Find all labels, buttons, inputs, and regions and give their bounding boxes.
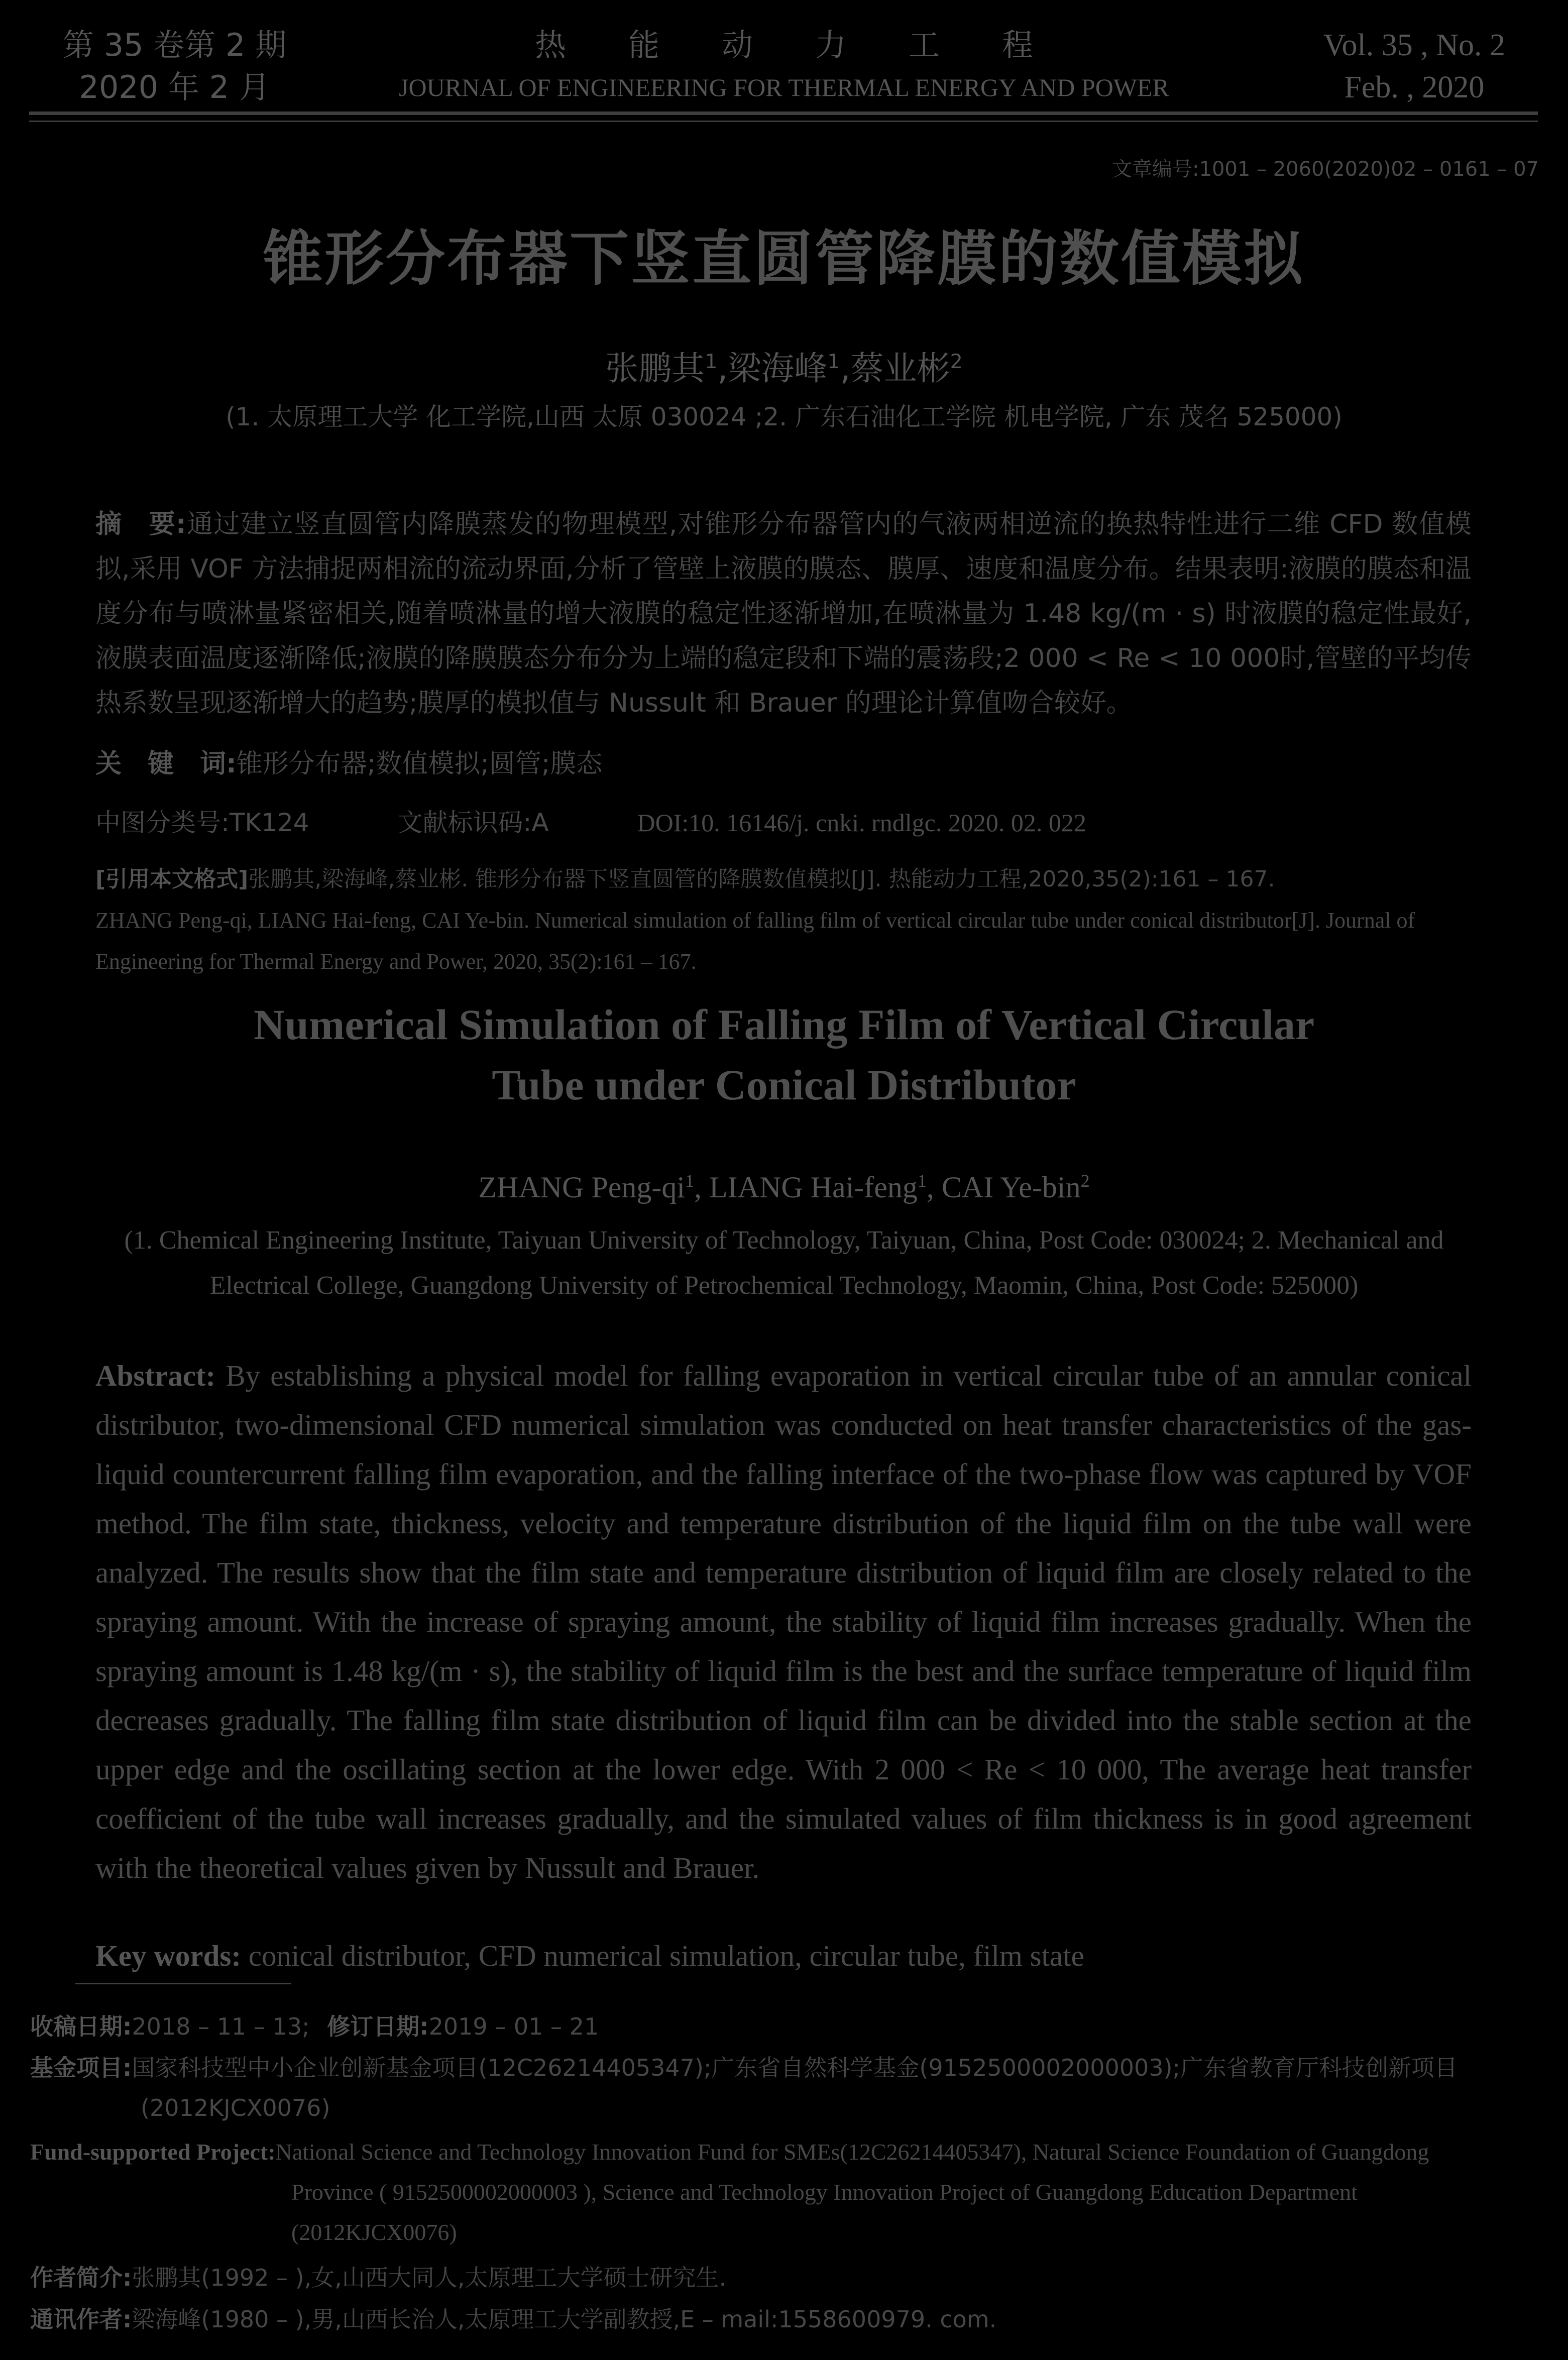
journal-name-en: JOURNAL OF ENGINEERING FOR THERMAL ENERGY AND POWER xyxy=(399,73,1169,101)
abstract-en-label: Abstract: xyxy=(95,1359,216,1392)
volume-issue-zh: 第 35 卷第 2 期 xyxy=(63,27,287,63)
received-label: 收稿日期: xyxy=(30,2013,132,2040)
author-1-en-sup: 1 xyxy=(685,1171,695,1191)
author-3-en-sup: 2 xyxy=(1080,1171,1090,1191)
title-en xyxy=(0,994,1568,1115)
fund-zh-label: 基金项目: xyxy=(30,2054,132,2081)
title-zh: 锥形分布器下竖直圆管降膜的数值模拟 xyxy=(263,224,1305,293)
keywords-zh-label: 关 键 词: xyxy=(95,749,237,779)
affiliations-zh: (1. 太原理工大学 化工学院,山西 太原 030024 ;2. 广东石油化工学院 机电学院, 广东 茂名 525000) xyxy=(226,402,1342,431)
journal-issue-zh xyxy=(63,24,286,108)
date-zh: 2020 年 2 月 xyxy=(79,69,270,105)
footnote-dates xyxy=(30,2006,1538,2047)
title-en-line-2: Tube under Conical Distributor xyxy=(492,1061,1076,1109)
citation-zh: 张鹏其,梁海峰,蔡业彬. 锥形分布器下竖直圆管的降膜数值模拟[J]. 热能动力工程,2020,35(2):161 – 167. xyxy=(248,866,1275,892)
keywords-en xyxy=(95,1939,1472,1973)
journal-name-zh: 热 能 动 力 工 程 xyxy=(534,27,1033,63)
author-1-en: ZHANG Peng-qi xyxy=(478,1171,686,1204)
doi: DOI:10. 16146/j. cnki. rndlgc. 2020. 02. 022 xyxy=(637,809,1086,837)
abstract-en-text: By establishing a physical model for falling evaporation in vertical circular tube of an annular conical distributor, two-dimensional CFD numerical simulation was conducted on heat transfer characteristics of the gas-liquid countercurrent falling film evaporation, and the falling interface of the two-phase flow was captured by VOF method. The film state, thickness, velocity and temperature distribution of the liquid film on the tube wall were analyzed. The results show that the film state and temperature distribution of liquid film are closely related to the spraying amount. With the increase of spraying amount, the stability of liquid film increases gradually. When the spraying amount is 1.48 kg/(m · s), the stability of liquid film is the best and the surface temperature of liquid film decreases gradually. The falling film state distribution of liquid film can be divided into the stable section at the upper edge and the oscillating section at the lower edge. With 2 000 < Re < 10 000, The average heat transfer coefficient of the tube wall increases gradually, and the simulated values of film thickness is in good agreement with the theoretical values given by Nussult and Brauer. xyxy=(95,1359,1472,1884)
keywords-zh xyxy=(95,742,1472,780)
citation-block xyxy=(95,859,1472,982)
authors-zh xyxy=(0,342,1568,389)
document-code: 文献标识码:A xyxy=(397,808,549,837)
author-2-zh: ,梁海峰 xyxy=(717,349,828,388)
journal-name xyxy=(301,24,1267,108)
author-1-zh: 张鹏其 xyxy=(605,349,705,388)
author-2-en: , LIANG Hai-feng xyxy=(694,1171,918,1204)
title-en-line-1: Numerical Simulation of Falling Film of Vertical Circular xyxy=(253,1000,1315,1049)
author-3-en: , CAI Ye-bin xyxy=(926,1171,1081,1204)
footnote-fund-en xyxy=(30,2132,1538,2253)
citation-label: [引用本文格式] xyxy=(95,866,249,892)
footnote-corresponding-author xyxy=(30,2299,1538,2339)
fund-zh-line-1: 国家科技型中小企业创新基金项目(12C26214405347);广东省自然科学基金(9152500002000003);广东省教育厅科技创新项目 xyxy=(132,2054,1458,2081)
journal-issue-en xyxy=(1323,24,1505,108)
fund-en-line-1: National Science and Technology Innovation Fund for SMEs(12C26214405347), Natural Science Foundation of Guangdong xyxy=(275,2139,1429,2165)
author-3-zh-sup: 2 xyxy=(950,350,963,373)
corresponding-text: 梁海峰(1980 – ),男,山西长治人,太原理工大学副教授,E – mail:1558600979. com. xyxy=(132,2306,997,2333)
abstract-zh-label: 摘 要: xyxy=(95,509,186,539)
author-1-zh-sup: 1 xyxy=(705,350,718,373)
revised-date: 2019 – 01 – 21 xyxy=(428,2013,599,2040)
abstract-en xyxy=(95,1351,1472,1892)
footnote-fund-zh xyxy=(30,2048,1538,2128)
header-rule-thin xyxy=(29,121,1538,122)
author-bio-text: 张鹏其(1992 – ),女,山西大同人,太原理工大学硕士研究生. xyxy=(132,2264,727,2291)
classification-row xyxy=(95,803,1472,839)
author-2-zh-sup: 1 xyxy=(827,350,840,373)
author-2-en-sup: 1 xyxy=(917,1171,927,1191)
authors-en xyxy=(0,1170,1568,1205)
received-date: 2018 – 11 – 13; xyxy=(132,2013,310,2040)
abstract-zh xyxy=(95,502,1472,726)
article-number: 文章编号:1001 – 2060(2020)02 – 0161 – 07 xyxy=(1112,158,1539,181)
author-3-zh: ,蔡业彬 xyxy=(840,349,950,388)
affiliations-en: (1. Chemical Engineering Institute, Taiyuan University of Technology, Taiyuan, China, Post Code: 030024; 2. Mechanical and Electrical College, Guangdong University of Petrochemical Technology, Maomin, China, Post Code: 525000) xyxy=(124,1226,1444,1300)
fund-en-line-3: (2012KJCX0076) xyxy=(291,2219,457,2245)
citation-zh-line xyxy=(95,859,1472,900)
keywords-en-text: conical distributor, CFD numerical simulation, circular tube, film state xyxy=(248,1939,1084,1972)
footnote-rule xyxy=(75,1983,291,1984)
footnote-author-bio xyxy=(30,2258,1538,2298)
keywords-zh-text: 锥形分布器;数值模拟;圆管;膜态 xyxy=(236,749,603,779)
fund-en-label: Fund-supported Project: xyxy=(30,2139,276,2165)
abstract-zh-text: 通过建立竖直圆管内降膜蒸发的物理模型,对锥形分布器管内的气液两相逆流的换热特性进行二维 CFD 数值模拟,采用 VOF 方法捕捉两相流的流动界面,分析了管壁上液膜的膜态、膜厚、速度和温度分布。结果表明:液膜的膜态和温度分布与喷淋量紧密相关,随着喷淋量的增大液膜的稳定性逐渐增加,在喷淋量为 1.48 kg/(m · s) 时液膜的稳定性最好,液膜表面温度逐渐降低;液膜的降膜膜态分布分为上端的稳定段和下端的震荡段;2 000 < Re < 10 000时,管壁的平均传热系数呈现逐渐增大的趋势;膜厚的模拟值与 Nussult 和 Brauer 的理论计算值吻合较好。 xyxy=(95,509,1472,718)
keywords-en-label: Key words: xyxy=(95,1939,242,1972)
corresponding-label: 通讯作者: xyxy=(30,2306,132,2333)
revised-label: 修订日期: xyxy=(327,2013,429,2040)
fund-en-line-2: Province ( 9152500002000003 ), Science and Technology Innovation Project of Guangdong Education Department xyxy=(291,2179,1358,2205)
fund-zh-line-2: (2012KJCX0076) xyxy=(141,2094,330,2121)
header-rule-thick xyxy=(29,111,1538,115)
citation-en: ZHANG Peng-qi, LIANG Hai-feng, CAI Ye-bin. Numerical simulation of falling film of vertical circular tube under conical distributor[J]. Journal of Engineering for Thermal Energy and Power, 2020, 35(2):161 – 167. xyxy=(95,908,1415,974)
volume-issue-en: Vol. 35 , No. 2 xyxy=(1323,28,1505,62)
date-en: Feb. , 2020 xyxy=(1344,70,1485,104)
clc-number: 中图分类号:TK124 xyxy=(95,808,309,837)
author-bio-label: 作者简介: xyxy=(30,2264,132,2291)
